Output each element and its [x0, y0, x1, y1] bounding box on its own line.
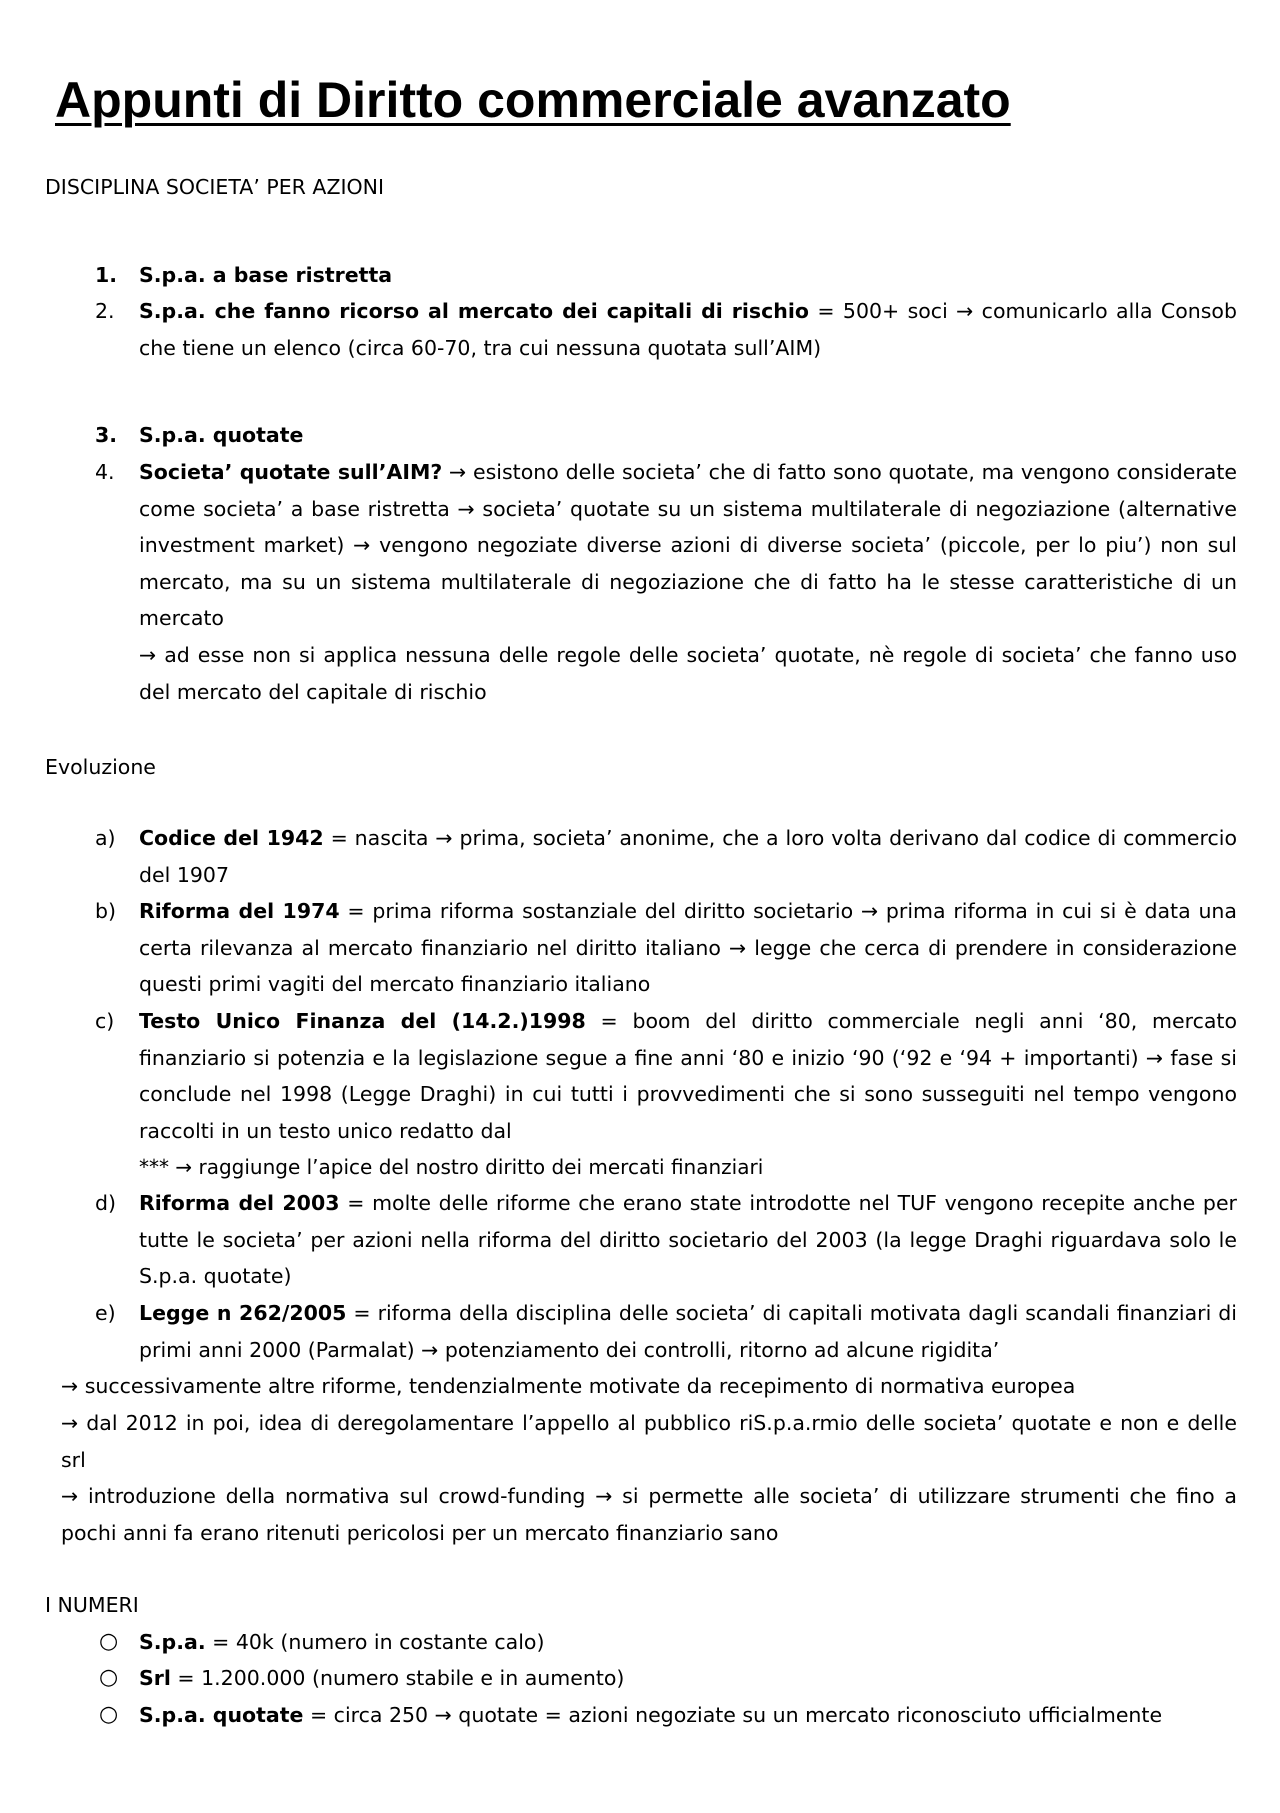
item-text: = boom del diritto commerciale negli anni ‘80, mercato finanziario si potenzia e la legislazione segue a fine anni ‘80 e inizio ‘90 (‘92 e ‘94 + importanti) → fase si conclude nel 1998 (Legge Draghi) in cui tutti i provvedimenti che si sono susseguiti nel tempo vengono raccolti in un testo unico redatto dal	[139, 1009, 1238, 1143]
item-extra-text: *** → raggiunge l’apice del nostro diritto dei mercati finanziari	[139, 1155, 764, 1180]
circle-bullet-icon: ○	[99, 1665, 119, 1690]
item-bold-text: Societa’ quotate sull’AIM?	[139, 460, 443, 484]
item-text: = 1.200.000 (numero stabile e in aumento)	[170, 1666, 625, 1690]
list-marker: e)	[95, 1301, 116, 1325]
item-extra-text: → ad esse non si applica nessuna delle regole delle societa’ quotate, nè regole di societa’ che fanno uso del mercato del capitale di rischio	[139, 642, 1237, 704]
list-marker: a)	[95, 826, 116, 850]
item-text: = nascita → prima, societa’ anonime, che a loro volta derivano dal codice di commercio del 1907	[139, 826, 1237, 887]
circle-bullet-icon: ○	[99, 1702, 119, 1727]
item-text: = prima riforma sostanziale del diritto societario → prima riforma in cui si è data una certa rilevanza al mercato finanziario nel diritto italiano → legge che cerca di prendere in considerazione questi primi vagiti del mercato finanziario italiano	[139, 899, 1237, 997]
note-paragraph: → introduzione della normativa sul crowd-funding → si permette alle societa’ di utilizzare strumenti che fino a pochi anni fa erano ritenuti pericolosi per un mercato finanziario sano	[61, 1484, 1237, 1545]
item-text: = circa 250 → quotate = azioni negoziate su un mercato riconosciuto ufficialmente	[303, 1703, 1163, 1727]
item-bold-text: Legge n 262/2005	[139, 1301, 347, 1325]
document-title: Appunti di Diritto commerciale avanzato	[55, 72, 1011, 128]
list-marker: 3.	[95, 423, 118, 447]
list-item	[0, 454, 1280, 710]
note-paragraph: → successivamente altre riforme, tendenzialmente motivate da recepimento di normativa europea	[61, 1374, 1076, 1398]
list-item	[0, 1003, 1280, 1186]
list-item	[0, 1624, 1280, 1661]
item-bold-text: S.p.a. quotate	[139, 1703, 304, 1727]
item-text: = 40k (numero in costante calo)	[205, 1630, 545, 1654]
list-item	[0, 417, 1280, 454]
item-text: = molte delle riforme che erano state introdotte nel TUF vengono recepite anche per tutte le societa’ per azioni nella riforma del diritto societario del 2003 (la legge Draghi riguardava solo le S.p.a. quotate)	[139, 1191, 1237, 1289]
list-item	[0, 1660, 1280, 1697]
item-bold-text: Srl	[139, 1666, 171, 1690]
list-marker: 1.	[95, 263, 118, 287]
list-marker: c)	[95, 1009, 115, 1033]
item-bold-text: S.p.a. a base ristretta	[139, 263, 393, 287]
item-bold-text: S.p.a. quotate	[139, 423, 304, 447]
item-bold-text: Riforma del 2003	[139, 1191, 340, 1215]
list-marker: 2.	[95, 299, 115, 323]
list-item	[0, 1295, 1280, 1368]
item-bold-text: Riforma del 1974	[139, 899, 340, 923]
circle-bullet-icon: ○	[99, 1629, 119, 1654]
section-heading-numeri: I NUMERI	[45, 1593, 139, 1617]
list-item	[0, 1185, 1280, 1295]
item-text: = 500+ soci → comunicarlo alla Consob che tiene un elenco (circa 60-70, tra cui nessuna quotata sull’AIM)	[139, 299, 1237, 360]
list-marker: 4.	[95, 460, 115, 484]
list-marker: d)	[95, 1191, 117, 1215]
note-paragraph: → dal 2012 in poi, idea di deregolamentare l’appello al pubblico riS.p.a.rmio delle societa’ quotate e non e delle srl	[61, 1411, 1237, 1472]
item-bold-text: Codice del 1942	[139, 826, 324, 850]
list-item	[0, 893, 1280, 1003]
item-bold-text: S.p.a. che fanno ricorso al mercato dei capitali di rischio	[139, 299, 809, 323]
item-bold-text: S.p.a.	[139, 1630, 206, 1654]
section-heading-disciplina: DISCIPLINA SOCIETA’ PER AZIONI	[45, 175, 385, 199]
list-item	[0, 1697, 1280, 1734]
item-bold-text: Testo Unico Finanza del (14.2.)1998	[139, 1009, 586, 1033]
list-item	[0, 257, 1280, 294]
list-marker: b)	[95, 899, 117, 923]
list-item	[0, 293, 1280, 366]
item-text: = riforma della disciplina delle societa’ di capitali motivata dagli scandali finanziari di primi anni 2000 (Parmalat) → potenziamento dei controlli, ritorno ad alcune rigidita’	[139, 1301, 1237, 1362]
item-text: → esistono delle societa’ che di fatto sono quotate, ma vengono considerate come societa’ a base ristretta → societa’ quotate su un sistema multilaterale di negoziazione (alternative investment market) → vengono negoziate diverse azioni di diverse societa’ (piccole, per lo piu’) non sul mercato, ma su un sistema multilaterale di negoziazione che di fatto ha le stesse caratteristiche di un mercato	[139, 460, 1237, 631]
list-item	[0, 820, 1280, 893]
section-heading-evoluzione: Evoluzione	[45, 755, 156, 779]
